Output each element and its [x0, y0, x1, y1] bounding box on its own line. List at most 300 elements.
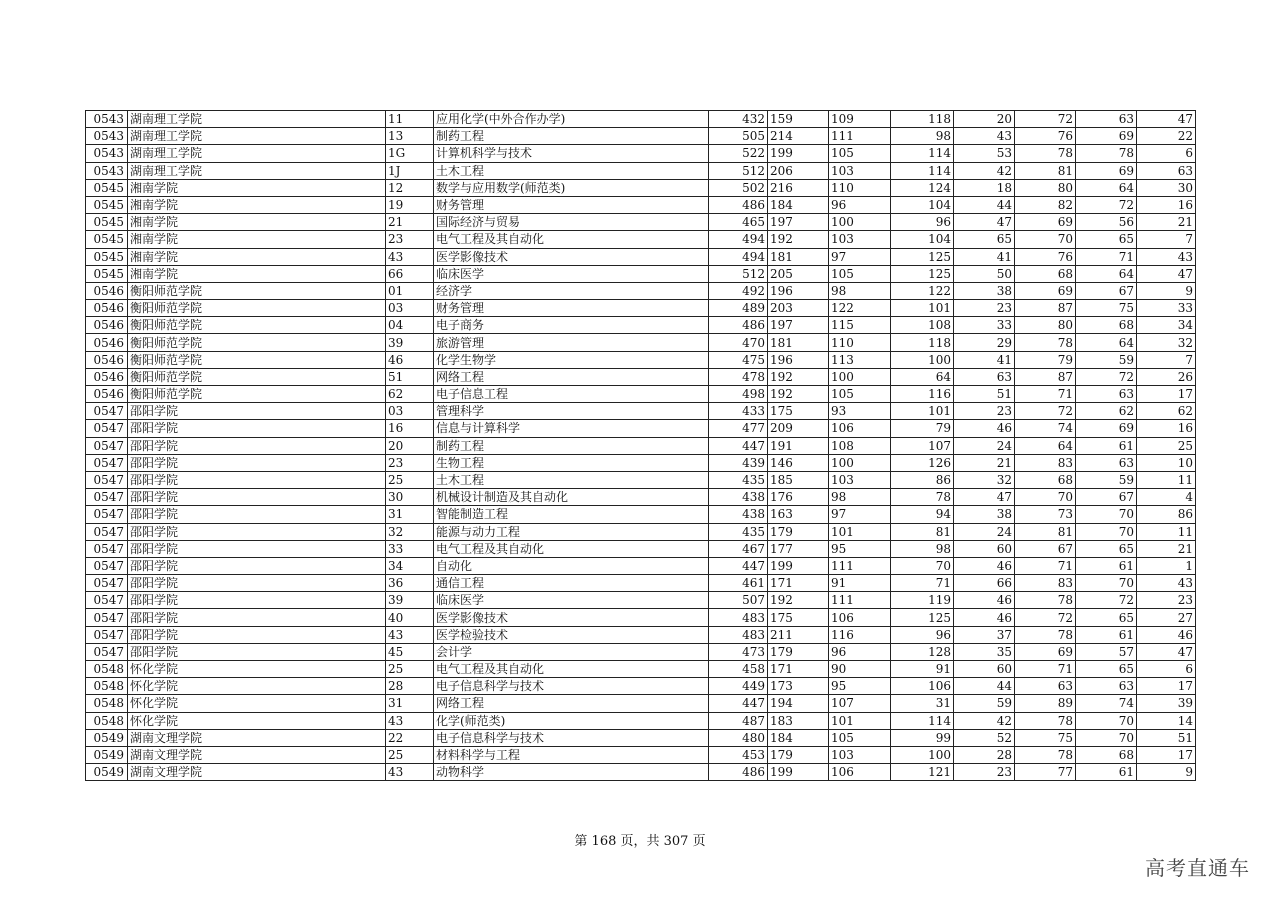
value-cell: 9: [1137, 282, 1196, 299]
major-name-cell: 制药工程: [434, 437, 709, 454]
value-cell: 71: [1015, 661, 1076, 678]
value-cell: 59: [954, 695, 1015, 712]
value-cell: 80: [1015, 317, 1076, 334]
value-cell: 61: [1076, 437, 1137, 454]
major-name-cell: 医学检验技术: [434, 626, 709, 643]
value-cell: 100: [829, 454, 891, 471]
school-code-cell: 0546: [86, 300, 128, 317]
score-cell: 489: [709, 300, 768, 317]
score-cell: 494: [709, 248, 768, 265]
school-code-cell: 0547: [86, 420, 128, 437]
major-name-cell: 化学(师范类): [434, 712, 709, 729]
value-cell: 43: [1137, 248, 1196, 265]
value-cell: 98: [891, 540, 954, 557]
value-cell: 11: [1137, 471, 1196, 488]
major-name-cell: 动物科学: [434, 764, 709, 781]
major-name-cell: 电气工程及其自动化: [434, 231, 709, 248]
table-row: [86, 643, 1196, 660]
value-cell: 98: [891, 128, 954, 145]
value-cell: 71: [1076, 248, 1137, 265]
school-code-cell: 0549: [86, 746, 128, 763]
value-cell: 69: [1015, 282, 1076, 299]
score-cell: 433: [709, 403, 768, 420]
score-cell: 502: [709, 179, 768, 196]
value-cell: 72: [1076, 368, 1137, 385]
value-cell: 114: [891, 162, 954, 179]
major-name-cell: 医学影像技术: [434, 248, 709, 265]
major-code-cell: 51: [386, 368, 434, 385]
value-cell: 101: [829, 523, 891, 540]
value-cell: 72: [1076, 196, 1137, 213]
value-cell: 65: [1076, 609, 1137, 626]
value-cell: 192: [768, 368, 829, 385]
school-code-cell: 0548: [86, 695, 128, 712]
value-cell: 66: [954, 575, 1015, 592]
value-cell: 86: [1137, 506, 1196, 523]
score-cell: 438: [709, 506, 768, 523]
school-code-cell: 0547: [86, 437, 128, 454]
value-cell: 70: [1015, 231, 1076, 248]
value-cell: 53: [954, 145, 1015, 162]
major-name-cell: 电子信息科学与技术: [434, 678, 709, 695]
major-code-cell: 28: [386, 678, 434, 695]
school-name-cell: 怀化学院: [128, 678, 386, 695]
major-code-cell: 16: [386, 420, 434, 437]
table-row: [86, 626, 1196, 643]
school-name-cell: 邵阳学院: [128, 437, 386, 454]
major-code-cell: 25: [386, 471, 434, 488]
value-cell: 185: [768, 471, 829, 488]
value-cell: 22: [1137, 128, 1196, 145]
major-name-cell: 国际经济与贸易: [434, 214, 709, 231]
value-cell: 68: [1076, 746, 1137, 763]
value-cell: 103: [829, 471, 891, 488]
school-name-cell: 衡阳师范学院: [128, 351, 386, 368]
score-cell: 435: [709, 471, 768, 488]
value-cell: 175: [768, 609, 829, 626]
major-name-cell: 生物工程: [434, 454, 709, 471]
value-cell: 67: [1015, 540, 1076, 557]
table-row: [86, 248, 1196, 265]
score-cell: 447: [709, 437, 768, 454]
value-cell: 101: [891, 300, 954, 317]
value-cell: 1: [1137, 557, 1196, 574]
value-cell: 106: [829, 764, 891, 781]
score-cell: 477: [709, 420, 768, 437]
value-cell: 69: [1015, 214, 1076, 231]
table-row: [86, 145, 1196, 162]
value-cell: 6: [1137, 145, 1196, 162]
value-cell: 181: [768, 248, 829, 265]
value-cell: 65: [1076, 661, 1137, 678]
score-cell: 438: [709, 489, 768, 506]
value-cell: 33: [954, 317, 1015, 334]
value-cell: 42: [954, 712, 1015, 729]
value-cell: 16: [1137, 420, 1196, 437]
value-cell: 95: [829, 678, 891, 695]
value-cell: 191: [768, 437, 829, 454]
major-code-cell: 13: [386, 128, 434, 145]
value-cell: 23: [954, 300, 1015, 317]
school-name-cell: 衡阳师范学院: [128, 282, 386, 299]
school-code-cell: 0543: [86, 128, 128, 145]
table-row: [86, 300, 1196, 317]
value-cell: 125: [891, 248, 954, 265]
value-cell: 18: [954, 179, 1015, 196]
value-cell: 91: [829, 575, 891, 592]
value-cell: 97: [829, 248, 891, 265]
value-cell: 98: [829, 282, 891, 299]
value-cell: 10: [1137, 454, 1196, 471]
value-cell: 99: [891, 729, 954, 746]
value-cell: 86: [891, 471, 954, 488]
value-cell: 33: [1137, 300, 1196, 317]
value-cell: 196: [768, 351, 829, 368]
value-cell: 46: [1137, 626, 1196, 643]
major-code-cell: 12: [386, 179, 434, 196]
table-row: [86, 403, 1196, 420]
value-cell: 78: [891, 489, 954, 506]
value-cell: 23: [954, 403, 1015, 420]
value-cell: 106: [891, 678, 954, 695]
value-cell: 100: [829, 368, 891, 385]
school-code-cell: 0549: [86, 729, 128, 746]
value-cell: 116: [829, 626, 891, 643]
table-row: [86, 764, 1196, 781]
value-cell: 72: [1076, 592, 1137, 609]
value-cell: 78: [1076, 145, 1137, 162]
value-cell: 107: [891, 437, 954, 454]
value-cell: 27: [1137, 609, 1196, 626]
value-cell: 125: [891, 265, 954, 282]
score-cell: 475: [709, 351, 768, 368]
value-cell: 87: [1015, 300, 1076, 317]
table-row: [86, 540, 1196, 557]
value-cell: 69: [1015, 643, 1076, 660]
value-cell: 197: [768, 317, 829, 334]
score-cell: 447: [709, 557, 768, 574]
value-cell: 96: [829, 643, 891, 660]
value-cell: 82: [1015, 196, 1076, 213]
value-cell: 46: [954, 609, 1015, 626]
value-cell: 184: [768, 196, 829, 213]
table-row: [86, 196, 1196, 213]
value-cell: 103: [829, 162, 891, 179]
school-code-cell: 0548: [86, 712, 128, 729]
value-cell: 47: [954, 214, 1015, 231]
school-code-cell: 0547: [86, 506, 128, 523]
score-cell: 498: [709, 386, 768, 403]
value-cell: 121: [891, 764, 954, 781]
value-cell: 177: [768, 540, 829, 557]
major-name-cell: 网络工程: [434, 695, 709, 712]
value-cell: 72: [1015, 403, 1076, 420]
school-name-cell: 邵阳学院: [128, 609, 386, 626]
major-code-cell: 39: [386, 592, 434, 609]
score-cell: 486: [709, 764, 768, 781]
value-cell: 74: [1015, 420, 1076, 437]
score-cell: 486: [709, 196, 768, 213]
school-name-cell: 邵阳学院: [128, 454, 386, 471]
school-code-cell: 0548: [86, 678, 128, 695]
value-cell: 60: [954, 540, 1015, 557]
value-cell: 192: [768, 386, 829, 403]
major-name-cell: 医学影像技术: [434, 609, 709, 626]
table-row: [86, 420, 1196, 437]
value-cell: 64: [1076, 179, 1137, 196]
value-cell: 91: [891, 661, 954, 678]
school-name-cell: 衡阳师范学院: [128, 300, 386, 317]
school-code-cell: 0546: [86, 334, 128, 351]
value-cell: 173: [768, 678, 829, 695]
major-name-cell: 管理科学: [434, 403, 709, 420]
value-cell: 81: [1015, 162, 1076, 179]
value-cell: 64: [1076, 334, 1137, 351]
value-cell: 81: [891, 523, 954, 540]
value-cell: 77: [1015, 764, 1076, 781]
school-name-cell: 湖南理工学院: [128, 145, 386, 162]
value-cell: 7: [1137, 351, 1196, 368]
table-row: [86, 454, 1196, 471]
value-cell: 69: [1076, 420, 1137, 437]
major-code-cell: 25: [386, 661, 434, 678]
value-cell: 47: [1137, 643, 1196, 660]
value-cell: 47: [1137, 265, 1196, 282]
value-cell: 163: [768, 506, 829, 523]
value-cell: 104: [891, 231, 954, 248]
value-cell: 199: [768, 145, 829, 162]
value-cell: 78: [1015, 592, 1076, 609]
school-code-cell: 0547: [86, 609, 128, 626]
value-cell: 63: [1015, 678, 1076, 695]
school-name-cell: 邵阳学院: [128, 592, 386, 609]
value-cell: 110: [829, 334, 891, 351]
school-name-cell: 衡阳师范学院: [128, 334, 386, 351]
value-cell: 29: [954, 334, 1015, 351]
value-cell: 183: [768, 712, 829, 729]
table-row: [86, 351, 1196, 368]
value-cell: 199: [768, 764, 829, 781]
school-name-cell: 衡阳师范学院: [128, 317, 386, 334]
major-code-cell: 11: [386, 111, 434, 128]
value-cell: 61: [1076, 626, 1137, 643]
score-cell: 447: [709, 695, 768, 712]
value-cell: 64: [1015, 437, 1076, 454]
table-row: [86, 471, 1196, 488]
score-cell: 478: [709, 368, 768, 385]
value-cell: 67: [1076, 282, 1137, 299]
value-cell: 51: [954, 386, 1015, 403]
score-cell: 435: [709, 523, 768, 540]
value-cell: 119: [891, 592, 954, 609]
value-cell: 203: [768, 300, 829, 317]
score-cell: 492: [709, 282, 768, 299]
value-cell: 108: [829, 437, 891, 454]
school-name-cell: 邵阳学院: [128, 523, 386, 540]
value-cell: 25: [1137, 437, 1196, 454]
value-cell: 184: [768, 729, 829, 746]
major-code-cell: 39: [386, 334, 434, 351]
score-cell: 461: [709, 575, 768, 592]
school-code-cell: 0547: [86, 454, 128, 471]
major-code-cell: 23: [386, 454, 434, 471]
table-row: [86, 557, 1196, 574]
value-cell: 34: [1137, 317, 1196, 334]
major-code-cell: 43: [386, 626, 434, 643]
school-name-cell: 邵阳学院: [128, 403, 386, 420]
value-cell: 126: [891, 454, 954, 471]
value-cell: 71: [891, 575, 954, 592]
value-cell: 44: [954, 678, 1015, 695]
value-cell: 43: [954, 128, 1015, 145]
major-name-cell: 电气工程及其自动化: [434, 540, 709, 557]
value-cell: 17: [1137, 678, 1196, 695]
value-cell: 61: [1076, 557, 1137, 574]
value-cell: 83: [1015, 454, 1076, 471]
major-code-cell: 43: [386, 248, 434, 265]
value-cell: 176: [768, 489, 829, 506]
major-name-cell: 财务管理: [434, 300, 709, 317]
school-name-cell: 邵阳学院: [128, 471, 386, 488]
school-code-cell: 0546: [86, 351, 128, 368]
score-cell: 465: [709, 214, 768, 231]
major-name-cell: 网络工程: [434, 368, 709, 385]
value-cell: 79: [1015, 351, 1076, 368]
school-name-cell: 湘南学院: [128, 231, 386, 248]
major-code-cell: 45: [386, 643, 434, 660]
school-name-cell: 衡阳师范学院: [128, 368, 386, 385]
value-cell: 71: [1015, 386, 1076, 403]
school-name-cell: 邵阳学院: [128, 557, 386, 574]
value-cell: 69: [1076, 162, 1137, 179]
value-cell: 111: [829, 128, 891, 145]
table-row: [86, 575, 1196, 592]
table-row: [86, 592, 1196, 609]
value-cell: 17: [1137, 386, 1196, 403]
school-name-cell: 湖南文理学院: [128, 746, 386, 763]
school-name-cell: 湘南学院: [128, 265, 386, 282]
value-cell: 181: [768, 334, 829, 351]
value-cell: 72: [1015, 609, 1076, 626]
major-name-cell: 智能制造工程: [434, 506, 709, 523]
school-name-cell: 邵阳学院: [128, 626, 386, 643]
value-cell: 76: [1015, 128, 1076, 145]
value-cell: 72: [1015, 111, 1076, 128]
value-cell: 179: [768, 643, 829, 660]
table-row: [86, 506, 1196, 523]
value-cell: 26: [1137, 368, 1196, 385]
value-cell: 111: [829, 557, 891, 574]
value-cell: 63: [1137, 162, 1196, 179]
score-cell: 487: [709, 712, 768, 729]
value-cell: 65: [1076, 540, 1137, 557]
value-cell: 70: [1076, 729, 1137, 746]
value-cell: 80: [1015, 179, 1076, 196]
value-cell: 97: [829, 506, 891, 523]
value-cell: 32: [954, 471, 1015, 488]
value-cell: 63: [1076, 678, 1137, 695]
value-cell: 118: [891, 111, 954, 128]
school-code-cell: 0547: [86, 540, 128, 557]
value-cell: 68: [1076, 317, 1137, 334]
value-cell: 108: [891, 317, 954, 334]
major-code-cell: 01: [386, 282, 434, 299]
value-cell: 23: [954, 764, 1015, 781]
table-row: [86, 179, 1196, 196]
school-name-cell: 邵阳学院: [128, 643, 386, 660]
major-code-cell: 22: [386, 729, 434, 746]
value-cell: 105: [829, 729, 891, 746]
major-code-cell: 04: [386, 317, 434, 334]
school-code-cell: 0547: [86, 403, 128, 420]
school-code-cell: 0546: [86, 368, 128, 385]
table-row: [86, 265, 1196, 282]
major-name-cell: 电气工程及其自动化: [434, 661, 709, 678]
value-cell: 64: [891, 368, 954, 385]
value-cell: 100: [891, 351, 954, 368]
major-name-cell: 旅游管理: [434, 334, 709, 351]
school-code-cell: 0547: [86, 643, 128, 660]
school-code-cell: 0546: [86, 317, 128, 334]
score-cell: 483: [709, 626, 768, 643]
major-name-cell: 应用化学(中外合作办学): [434, 111, 709, 128]
school-code-cell: 0547: [86, 592, 128, 609]
value-cell: 70: [891, 557, 954, 574]
value-cell: 68: [1015, 471, 1076, 488]
value-cell: 146: [768, 454, 829, 471]
value-cell: 206: [768, 162, 829, 179]
value-cell: 115: [829, 317, 891, 334]
score-cell: 467: [709, 540, 768, 557]
value-cell: 216: [768, 179, 829, 196]
school-name-cell: 湖南理工学院: [128, 111, 386, 128]
value-cell: 70: [1076, 523, 1137, 540]
value-cell: 197: [768, 214, 829, 231]
school-code-cell: 0546: [86, 282, 128, 299]
value-cell: 100: [891, 746, 954, 763]
school-code-cell: 0545: [86, 214, 128, 231]
value-cell: 78: [1015, 145, 1076, 162]
value-cell: 83: [1015, 575, 1076, 592]
page-footer: 第 168 页，共 307 页: [574, 834, 706, 849]
major-code-cell: 46: [386, 351, 434, 368]
table-row: [86, 368, 1196, 385]
value-cell: 37: [954, 626, 1015, 643]
value-cell: 196: [768, 282, 829, 299]
value-cell: 73: [1015, 506, 1076, 523]
value-cell: 94: [891, 506, 954, 523]
score-cell: 512: [709, 265, 768, 282]
value-cell: 175: [768, 403, 829, 420]
value-cell: 21: [1137, 540, 1196, 557]
school-name-cell: 湘南学院: [128, 214, 386, 231]
value-cell: 78: [1015, 712, 1076, 729]
table-row: [86, 162, 1196, 179]
major-name-cell: 电子商务: [434, 317, 709, 334]
value-cell: 96: [891, 214, 954, 231]
value-cell: 81: [1015, 523, 1076, 540]
value-cell: 78: [1015, 334, 1076, 351]
score-cell: 470: [709, 334, 768, 351]
school-name-cell: 湖南文理学院: [128, 764, 386, 781]
table-row: [86, 678, 1196, 695]
major-code-cell: 62: [386, 386, 434, 403]
school-code-cell: 0543: [86, 162, 128, 179]
major-code-cell: 31: [386, 506, 434, 523]
value-cell: 103: [829, 231, 891, 248]
value-cell: 105: [829, 386, 891, 403]
value-cell: 90: [829, 661, 891, 678]
